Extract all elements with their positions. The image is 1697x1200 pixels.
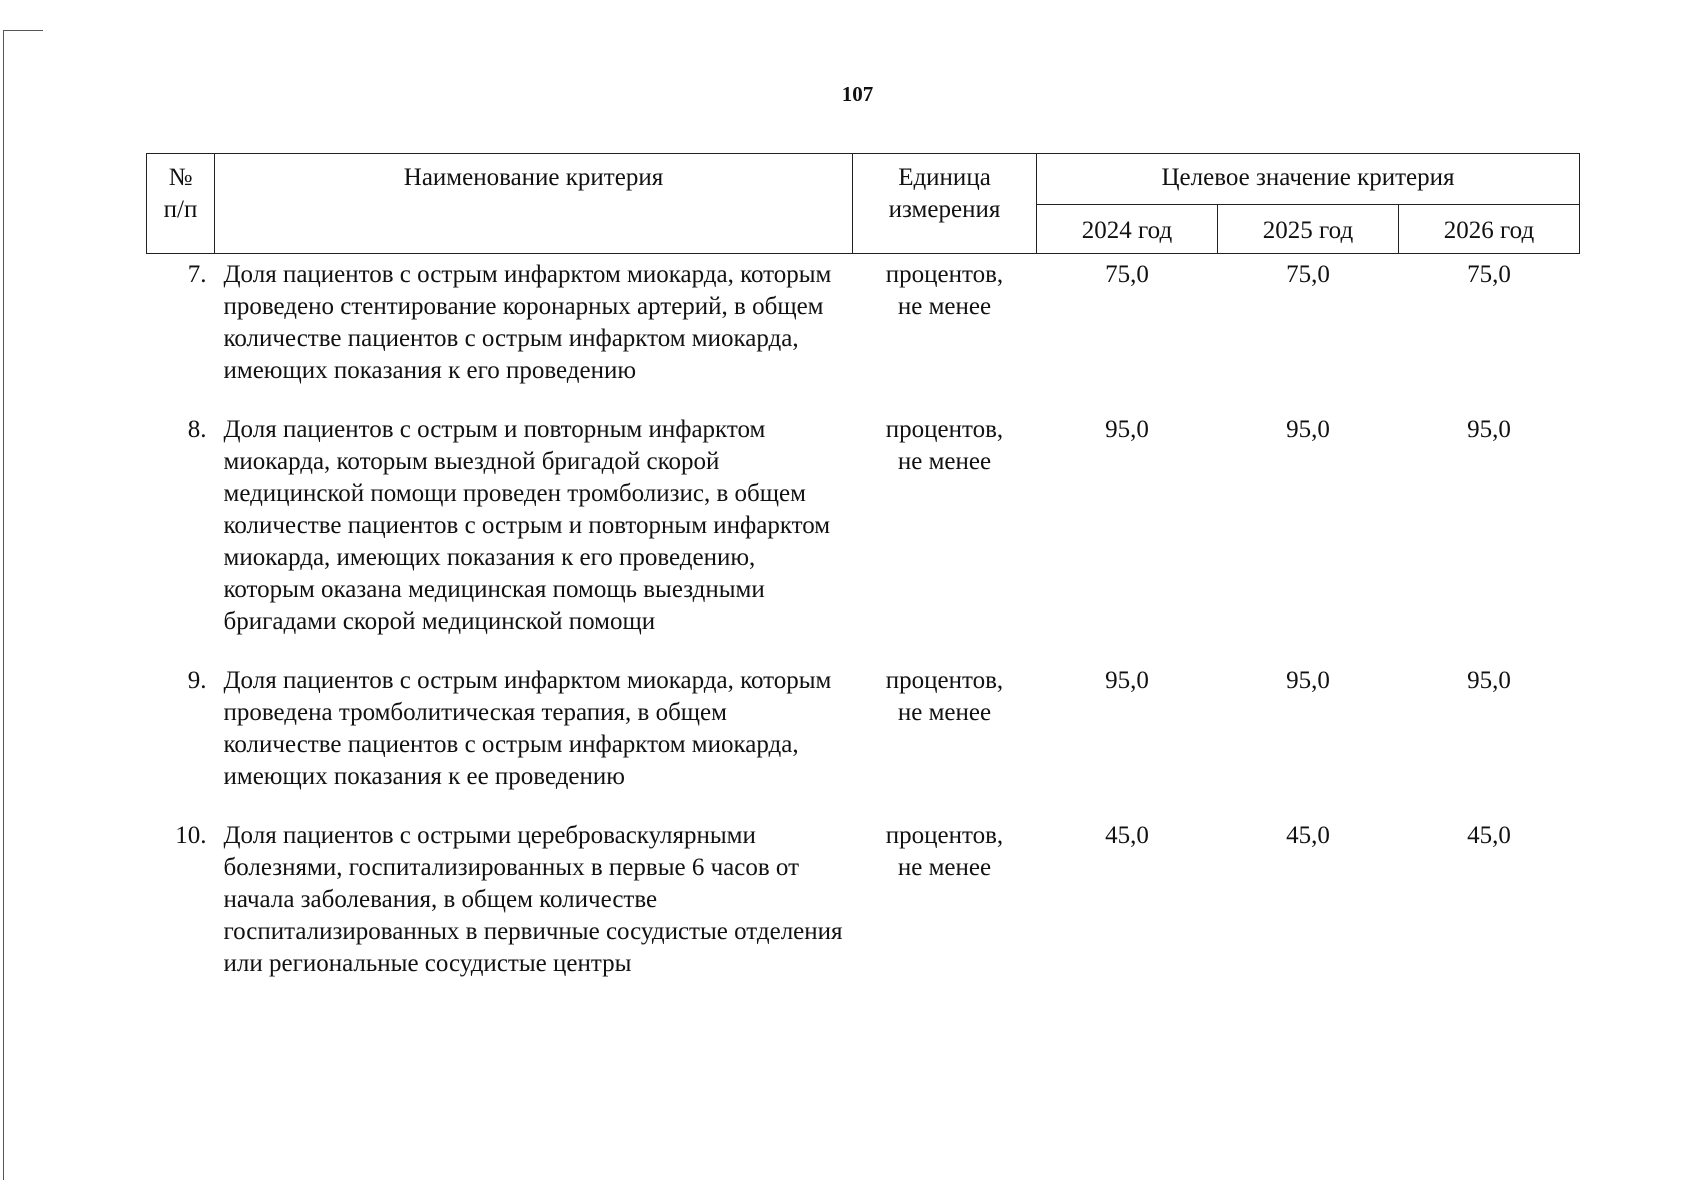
criteria-table [146,153,1580,1002]
header-number: № п/п [147,154,215,254]
header-name: Наименование критерия [215,154,853,254]
row-unit: процентов, не менее [885,261,1004,320]
row-value-2024: 95,0 [1105,416,1149,443]
row-unit: процентов, не менее [885,416,1004,475]
row-unit: процентов, не менее [885,667,1004,726]
row-value-2024: 75,0 [1105,261,1149,288]
row-value-2026: 75,0 [1467,261,1511,288]
table-row [147,254,1580,410]
row-value-2025: 95,0 [1286,416,1330,443]
table-row [147,815,1580,1002]
table-row [147,409,1580,660]
table-body [147,254,1580,1003]
row-value-2026: 95,0 [1467,667,1511,694]
row-value-2025: 45,0 [1286,822,1330,849]
scan-edge-top [3,30,43,31]
row-number: 10. [175,822,207,849]
row-value-2026: 45,0 [1467,822,1511,849]
header-year-2026: 2026 год [1399,205,1580,254]
row-value-2025: 95,0 [1286,667,1330,694]
header-unit: Единица измерения [853,154,1037,254]
row-value-2025: 75,0 [1286,261,1330,288]
row-unit: процентов, не менее [885,822,1004,881]
scan-edge-left [3,30,4,1180]
row-value-2024: 95,0 [1105,667,1149,694]
row-criterion-name: Доля пациентов с острым инфарктом миокарда, которым проведено стентирование коронарных артерий, в общем количестве пациентов с острым инфарктом миокарда, имеющих показания к его проведению [223,261,832,384]
header-target: Целевое значение критерия [1037,154,1580,205]
row-value-2026: 95,0 [1467,416,1511,443]
row-value-2024: 45,0 [1105,822,1149,849]
table-header [147,154,1580,254]
row-criterion-name: Доля пациентов с острыми цереброваскулярными болезнями, госпитализированных в первые 6 часов от начала заболевания, в общем количестве госпитализированных в первичные сосудистые отделения или региональные сосудистые центры [223,822,843,977]
row-number: 9. [187,667,207,694]
table-row [147,660,1580,815]
row-number: 8. [187,416,207,443]
page-number: 107 [841,82,874,106]
row-number: 7. [187,261,207,288]
header-year-2024: 2024 год [1037,205,1218,254]
header-year-2025: 2025 год [1218,205,1399,254]
row-criterion-name: Доля пациентов с острым и повторным инфарктом миокарда, которым выездной бригадой скорой медицинской помощи проведен тромболизис, в общем количестве пациентов с острым и повторным инфарктом миокарда, имеющих показания к его проведению, которым оказана медицинская помощь выездными бригадами скорой медицинской помощи [223,416,831,635]
row-criterion-name: Доля пациентов с острым инфарктом миокарда, которым проведена тромболитическая терапия, в общем количестве пациентов с острым инфарктом миокарда, имеющих показания к ее проведению [223,667,832,790]
